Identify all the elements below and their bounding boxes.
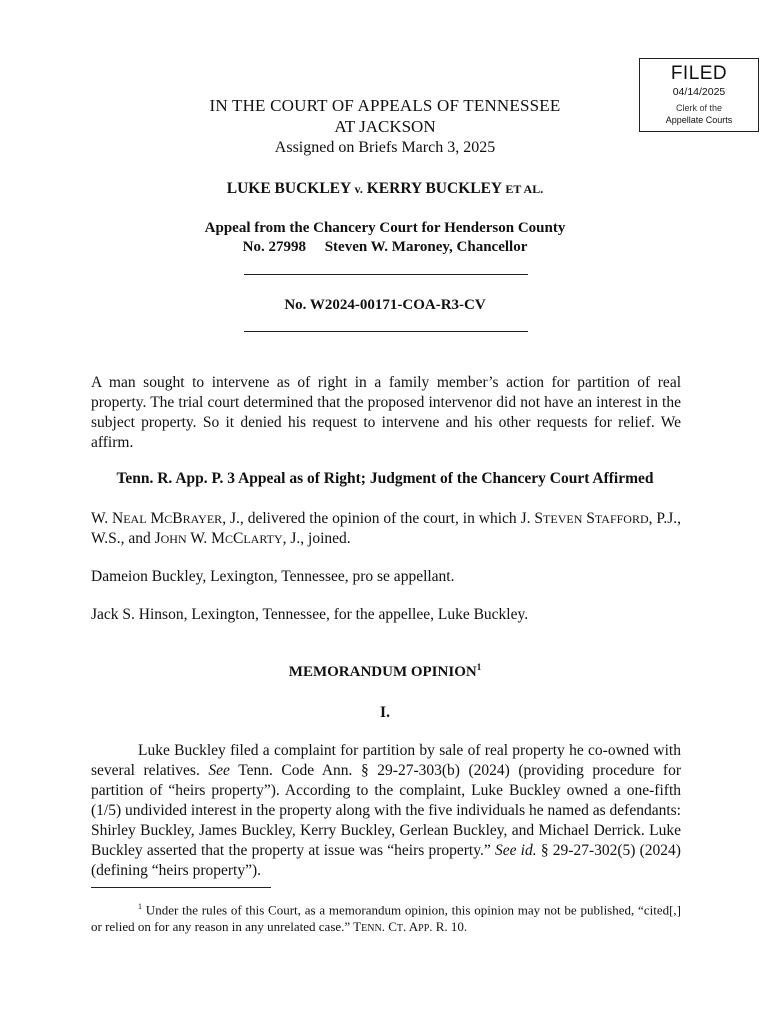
trial-docket-judge: No. 27998 Steven W. Maroney, Chancellor	[242, 239, 528, 255]
stamp-date: 04/14/2025	[672, 86, 726, 98]
stamp-courts: Appellate Courts	[665, 115, 733, 125]
counsel-appellee: Jack S. Hinson, Lexington, Tennessee, for the appellee, Luke Buckley.	[91, 606, 529, 623]
authoring-judges: W. NEAL MCBRAYER, J., delivered the opinion of the court, in which J. STEVEN STAFFORD, P.J., W.S., and JOHN W. MCCLARTY, J., joined.	[91, 510, 681, 547]
appeal-from: Appeal from the Chancery Court for Henderson County	[204, 220, 566, 236]
divider-top	[244, 274, 528, 275]
section-heading: I.	[380, 704, 390, 721]
court-name: IN THE COURT OF APPEALS OF TENNESSEE	[209, 96, 561, 115]
opinion-title: MEMORANDUM OPINION$^1$	[288, 662, 482, 680]
court-location: AT JACKSON	[334, 117, 436, 136]
footnote-divider	[91, 887, 271, 888]
footnote: $^1$ Under the rules of this Court, as a memorandum opinion, this opinion may not be published, “cited[,] or relied on for any reason in any unrelated case.” TENN. CT. APP. R. 10.	[91, 902, 681, 935]
divider-bottom	[244, 331, 528, 332]
disposition-line: Tenn. R. App. P. 3 Appeal as of Right; Judgment of the Chancery Court Affirmed	[116, 470, 654, 487]
case-parties: LUKE BUCKLEY v. KERRY BUCKLEY ET AL.	[226, 180, 544, 197]
stamp-filed: FILED	[670, 63, 728, 84]
opinion-paragraph: Luke Buckley filed a complaint for partition by sale of real property he co-owned with several relatives. See Tenn. Code Ann. § 29-27-303(b) (2024) (providing procedure for partition of “heirs property”). According to the complaint, Luke Buckley owned a one-fifth (1/5) undivided interest in the property along with the five individuals he named as defendants: Shirley Buckley, James Buckley, Kerry Buckley, Gerlean Buckley, and Michael Derrick. Luke Buckley asserted that the property at issue was “heirs property.” See id. § 29-27-302(5) (2024) (defining “heirs property”).	[91, 742, 682, 879]
case-summary: A man sought to intervene as of right in a family member’s action for partition of real property. The trial court determined that the proposed intervenor did not have an interest in the subject property. So it denied his request to intervene and his other requests for relief. We affirm.	[91, 374, 681, 451]
counsel-appellant: Dameion Buckley, Lexington, Tennessee, pro se appellant.	[91, 568, 455, 585]
briefs-date: Assigned on Briefs March 3, 2025	[274, 139, 496, 156]
docket-number: No. W2024-00171-COA-R3-CV	[284, 297, 486, 313]
footnote-ref[interactable]: 1	[476, 662, 482, 672]
stamp-clerk: Clerk of the	[675, 103, 723, 113]
